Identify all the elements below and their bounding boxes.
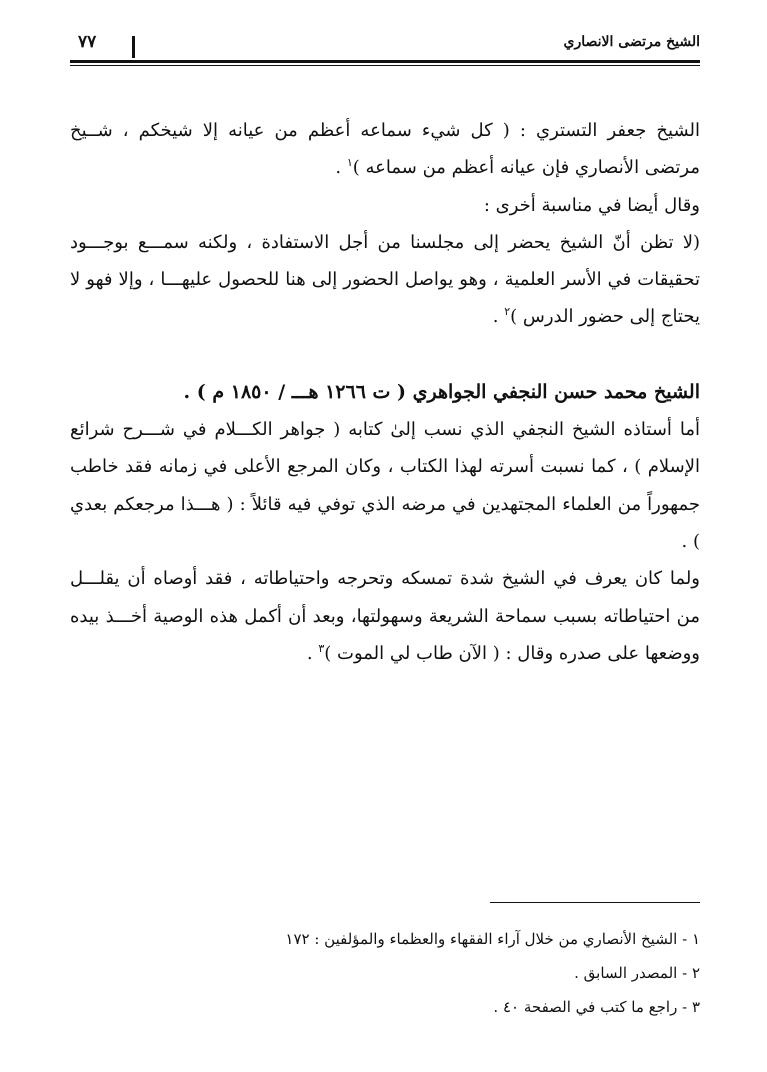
paragraph-end: . bbox=[306, 642, 319, 664]
main-text bbox=[70, 112, 700, 672]
footnote-ref-3: ٣ bbox=[318, 641, 325, 655]
page-number-tick bbox=[132, 36, 135, 58]
page-number: ٧٧ bbox=[78, 32, 97, 52]
paragraph-another-occasion: وقال أيضا في مناسبة أخرى : bbox=[483, 194, 700, 216]
header-rule-thin bbox=[70, 65, 700, 66]
header-rule-thick bbox=[70, 60, 700, 63]
paragraph-text: الشيخ جعفر التستري : ( كل شيء سماعه أعظم من عيانه إلا شيخكم ، شــيخ مرتضى الأنصاري فإن عيانه أعظم من سماعه ) bbox=[70, 120, 700, 179]
section-gap bbox=[70, 336, 700, 374]
paragraph-tustari-quote bbox=[70, 112, 700, 187]
paragraph-attendance-quote bbox=[70, 224, 700, 336]
footnote-ref-1: ١ bbox=[346, 156, 353, 170]
paragraph-text: (لا تظن أنّ الشيخ يحضر إلى مجلسنا من أجل الاستفادة ، ولكنه سمـــع بوجـــود تحقيقات في الأسر العلمية ، وهو يواصل الحضور إلى هنا للحصول عليهـــا ، وإلا فهو لا يحتاج إلى حضور الدرس ) bbox=[70, 231, 700, 328]
page-header bbox=[70, 30, 700, 62]
footnote-2: ٢ - المصدر السابق . bbox=[574, 964, 700, 982]
paragraph-end: . bbox=[492, 306, 505, 328]
footnotes bbox=[70, 922, 700, 1024]
footnote-separator bbox=[490, 902, 700, 903]
paragraph-text: ولما كان يعرف في الشيخ شدة تمسكه وتحرجه واحتياطاته ، فقد أوصاه أن يقلـــل من احتياطاته بسبب سماحة الشريعة وسهولتها، وبعد أن أكمل هذه الوصية أخـــذ بيده ووضعها على صدره وقال : ( الآن طاب لي الموت ) bbox=[70, 568, 700, 664]
section-heading: الشيخ محمد حسن النجفي الجواهري ( ت ١٢٦٦ هـــ / ١٨٥٠ م ) . bbox=[183, 380, 700, 403]
running-title: الشيخ مرتضى الانصاري bbox=[563, 34, 700, 50]
paragraph-precautions bbox=[70, 560, 700, 672]
paragraph-jawahir: أما أستاذه الشيخ النجفي الذي نسب إلىٰ كتابه ( جواهر الكـــلام في شـــرح شرائع الإسلام ) ، كما نسبت أسرته لهذا الكتاب ، وكان المرجع الأعلى في زمانه فقد خاطب جمهوراً من العلماء المجتهدين في مرضه الذي توفي فيه قائلاً : ( هـــذا مرجعكم بعدي ) . bbox=[70, 419, 700, 552]
footnote-3: ٣ - راجع ما كتب في الصفحة ٤٠ . bbox=[493, 998, 700, 1016]
paragraph-end: . bbox=[335, 157, 347, 179]
footnote-ref-2: ٢ bbox=[504, 305, 511, 319]
footnote-1: ١ - الشيخ الأنصاري من خلال آراء الفقهاء والعظماء والمؤلفين : ١٧٢ bbox=[285, 930, 700, 948]
